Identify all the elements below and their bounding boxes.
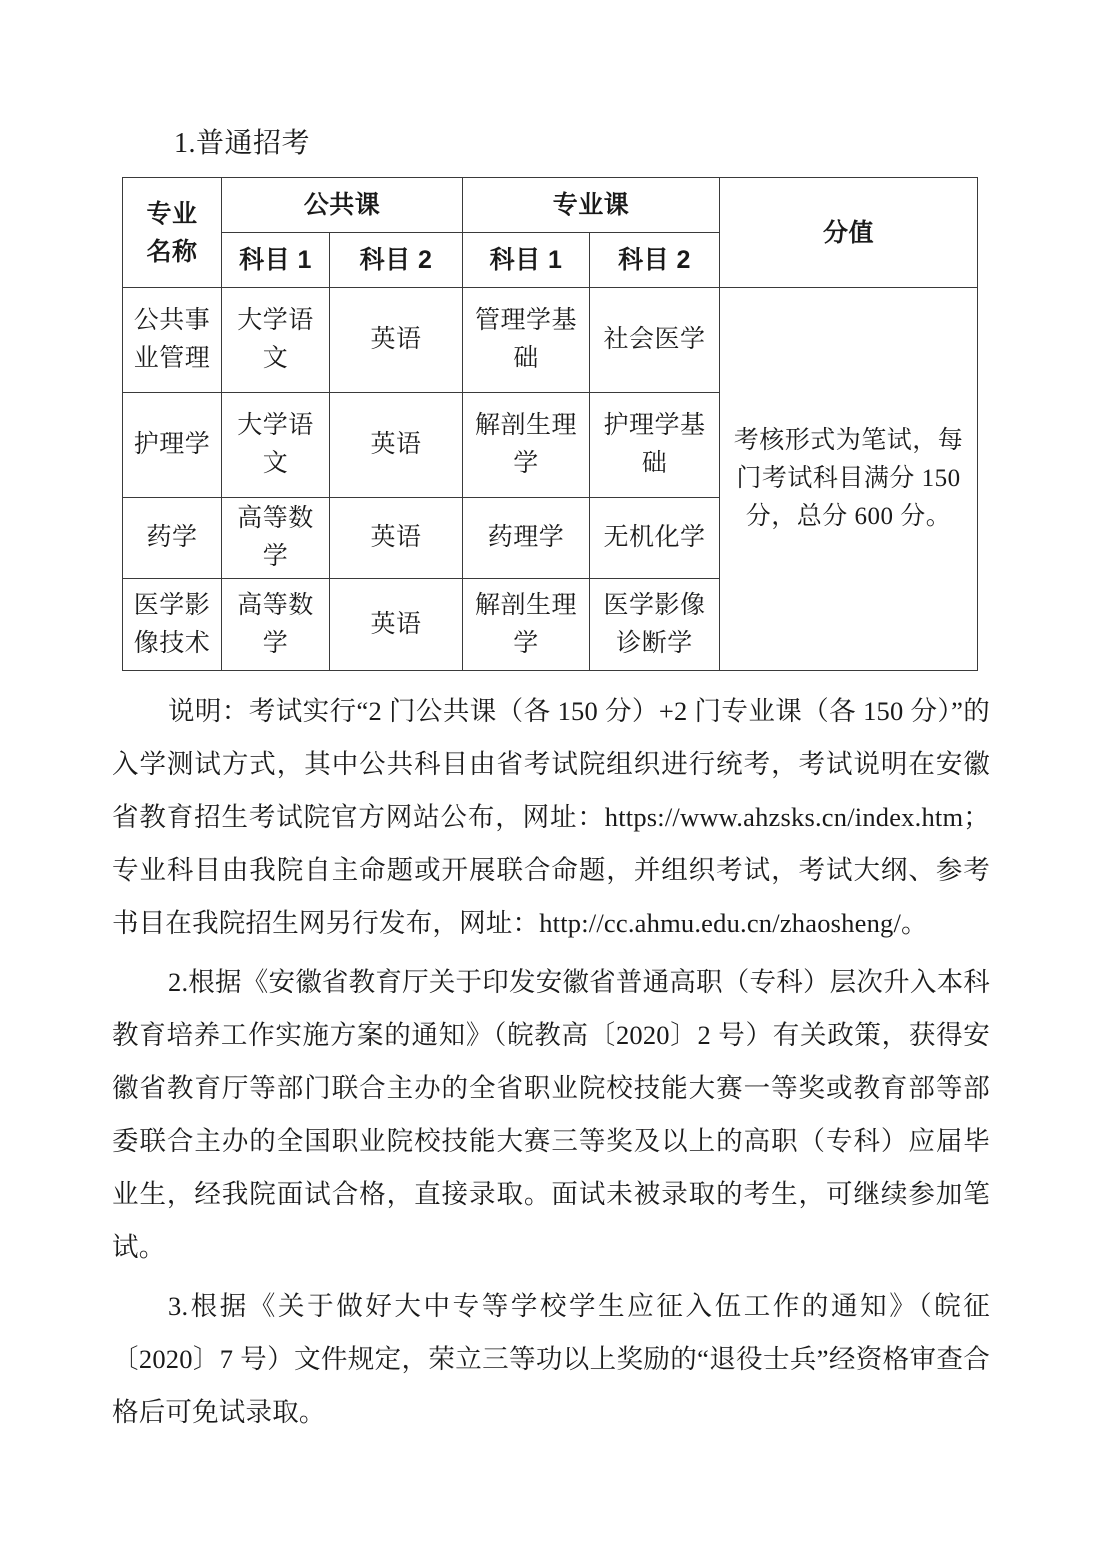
cell-public-subject-1: 高等数学 bbox=[222, 579, 330, 671]
table-header-row-1 bbox=[123, 178, 978, 233]
header-public-subject-1: 科目 1 bbox=[222, 233, 330, 288]
cell-public-subject-2: 英语 bbox=[330, 393, 463, 498]
cell-major: 药学 bbox=[123, 498, 222, 579]
cell-major-subject-1: 解剖生理学 bbox=[463, 393, 590, 498]
header-major-line1: 专业 bbox=[146, 199, 198, 228]
policy-paragraph-2: 2.根据《安徽省教育厅关于印发安徽省普通高职（专科）层次升入本科教育培养工作实施方案的通知》（皖教高〔2020〕2 号）有关政策，获得安徽省教育厅等部门联合主办的全省职业院校技能大赛一等奖或教育部等部委联合主办的全国职业院校技能大赛三等奖及以上的高职（专科）应届毕业生，经我院面试合格，直接录取。面试未被录取的考生，可继续参加笔试。 bbox=[112, 967, 990, 1262]
cell-major-subject-1: 药理学 bbox=[463, 498, 590, 579]
cell-major-subject-1: 解剖生理学 bbox=[463, 579, 590, 671]
header-major-course: 专业课 bbox=[463, 178, 720, 233]
cell-score-note: 考核形式为笔试，每门考试科目满分 150 分，总分 600 分。 bbox=[720, 288, 978, 671]
cell-public-subject-2: 英语 bbox=[330, 288, 463, 393]
header-major-subject-2: 科目 2 bbox=[590, 233, 720, 288]
cell-major-subject-1: 管理学基础 bbox=[463, 288, 590, 393]
cell-public-subject-2: 英语 bbox=[330, 498, 463, 579]
cell-major-subject-2: 护理学基础 bbox=[590, 393, 720, 498]
header-major-subject-1: 科目 1 bbox=[463, 233, 590, 288]
header-major-name bbox=[123, 178, 222, 288]
cell-public-subject-1: 高等数学 bbox=[222, 498, 330, 579]
header-score: 分值 bbox=[720, 178, 978, 288]
header-public-course: 公共课 bbox=[222, 178, 463, 233]
cell-major-subject-2: 无机化学 bbox=[590, 498, 720, 579]
document-content bbox=[112, 125, 990, 1439]
header-public-subject-2: 科目 2 bbox=[330, 233, 463, 288]
exam-subjects-table bbox=[122, 177, 978, 671]
note-paragraph: 说明：考试实行“2 门公共课（各 150 分）+2 门专业课（各 150 分）”的入学测试方式，其中公共科目由省考试院组织进行统考，考试说明在安徽省教育招生考试院官方网站公布，网址：https://www.ahzsks.cn/index.htm；专业科目由我院自主命题或开展联合命题，并组织考试，考试大纲、参考书目在我院招生网另行发布，网址：http://cc.ahmu.edu.cn/zhaosheng/。 bbox=[112, 696, 990, 938]
cell-major: 护理学 bbox=[123, 393, 222, 498]
cell-public-subject-1: 大学语文 bbox=[222, 393, 330, 498]
table-row bbox=[123, 288, 978, 393]
cell-public-subject-2: 英语 bbox=[330, 579, 463, 671]
section-heading: 1.普通招考 bbox=[174, 128, 311, 159]
cell-major: 公共事业管理 bbox=[123, 288, 222, 393]
cell-major-subject-2: 社会医学 bbox=[590, 288, 720, 393]
cell-public-subject-1: 大学语文 bbox=[222, 288, 330, 393]
policy-paragraph-3: 3.根据《关于做好大中专等学校学生应征入伍工作的通知》（皖征〔2020〕7 号）文件规定，荣立三等功以上奖励的“退役士兵”经资格审查合格后可免试录取。 bbox=[112, 1291, 990, 1427]
cell-major-subject-2: 医学影像诊断学 bbox=[590, 579, 720, 671]
header-major-line2: 名称 bbox=[146, 237, 198, 266]
cell-major: 医学影像技术 bbox=[123, 579, 222, 671]
